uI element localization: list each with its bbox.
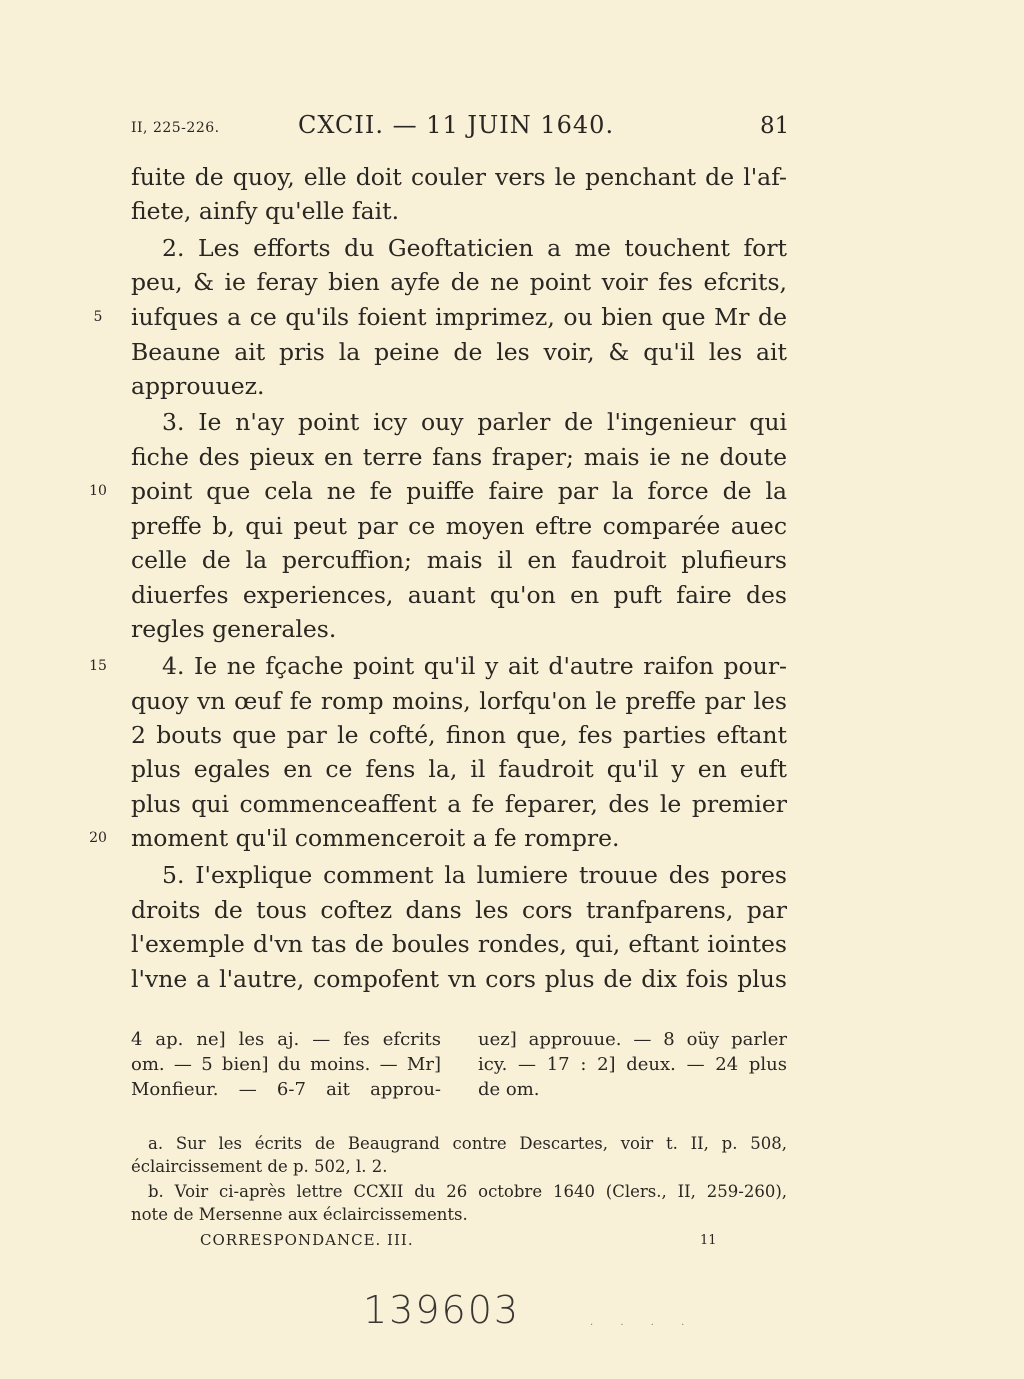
- text-line: approuuez.: [131, 372, 265, 400]
- line-number: 10: [89, 483, 107, 499]
- line-number: 15: [89, 658, 107, 674]
- text-line: 5. I'explique comment la lumiere trouue des pores: [162, 861, 787, 889]
- text-line: plus egales en ce fens la, il faudroit qu'il y en euft: [131, 755, 787, 783]
- variant-note: de om.: [478, 1079, 540, 1100]
- footnote: b. Voir ci-après lettre CCXII du 26 octobre 1640 (Clers., II, 259-260),: [148, 1182, 787, 1201]
- text-line: preffe b, qui peut par ce moyen eftre comparée auec: [131, 512, 787, 540]
- header-title: CXCII. — 11 JUIN 1640.: [298, 111, 615, 139]
- text-line: l'vne a l'autre, compofent vn cors plus de dix fois plus: [131, 965, 787, 993]
- text-line: quoy vn œuf fe romp moins, lorfqu'on le preffe par les: [131, 687, 787, 715]
- text-line: regles generales.: [131, 615, 337, 643]
- handwritten-inventory-number: 139603: [363, 1288, 521, 1332]
- variant-note: om. — 5 bien] du moins. — Mr]: [131, 1054, 441, 1075]
- text-line: plus qui commenceaffent a fe feparer, des le premier: [131, 790, 787, 818]
- variant-note: icy. — 17 : 2] deux. — 24 plus: [478, 1054, 787, 1075]
- text-line: Beaune ait pris la peine de les voir, & qu'il les ait: [131, 338, 787, 366]
- text-line: 4. Ie ne fçache point qu'il y ait d'autre raifon pour-: [162, 652, 787, 680]
- text-line: peu, & ie feray bien ayfe de ne point voir fes efcrits,: [131, 268, 787, 296]
- signature-mark: CORRESPONDANCE. III.: [200, 1231, 414, 1249]
- variant-note: uez] approuue. — 8 oüy parler: [478, 1029, 787, 1050]
- text-line: fuite de quoy, elle doit couler vers le penchant de l'af-: [131, 163, 787, 191]
- scan-specks: · · · ·: [590, 1320, 697, 1331]
- text-line: 3. Ie n'ay point icy ouy parler de l'ingenieur qui: [162, 408, 787, 436]
- line-number: 20: [89, 830, 107, 846]
- text-line: fiche des pieux en terre fans fraper; mais ie ne doute: [131, 443, 787, 471]
- footnote: éclaircissement de p. 502, l. 2.: [131, 1157, 388, 1176]
- text-line: 2 bouts que par le cofté, finon que, fes parties eftant: [131, 721, 787, 749]
- text-line: diuerfes experiences, auant qu'on en puft faire des: [131, 581, 787, 609]
- text-line: droits de tous coftez dans les cors tranfparens, par: [131, 896, 787, 924]
- text-line: moment qu'il commenceroit a fe rompre.: [131, 824, 620, 852]
- line-number: 5: [93, 309, 103, 325]
- text-line: 2. Les efforts du Geoftaticien a me touchent fort: [162, 234, 787, 262]
- footnote: note de Mersenne aux éclaircissements.: [131, 1205, 468, 1224]
- text-line: fiete, ainfy qu'elle fait.: [131, 197, 400, 225]
- text-line: l'exemple d'vn tas de boules rondes, qui, eftant iointes: [131, 930, 787, 958]
- variant-note: 4 ap. ne] les aj. — fes efcrits: [131, 1029, 441, 1050]
- variant-note: Monfieur. — 6-7 ait approu-: [131, 1079, 441, 1100]
- signature-number: 11: [700, 1233, 717, 1248]
- text-line: celle de la percuffion; mais il en faudroit plufieurs: [131, 546, 787, 574]
- page-number: 81: [760, 113, 790, 139]
- header-reference: II, 225-226.: [131, 120, 220, 136]
- text-line: point que cela ne fe puiffe faire par la force de la: [131, 477, 787, 505]
- text-line: iufques a ce qu'ils foient imprimez, ou bien que Mr de: [131, 303, 787, 331]
- footnote: a. Sur les écrits de Beaugrand contre Descartes, voir t. II, p. 508,: [148, 1134, 787, 1153]
